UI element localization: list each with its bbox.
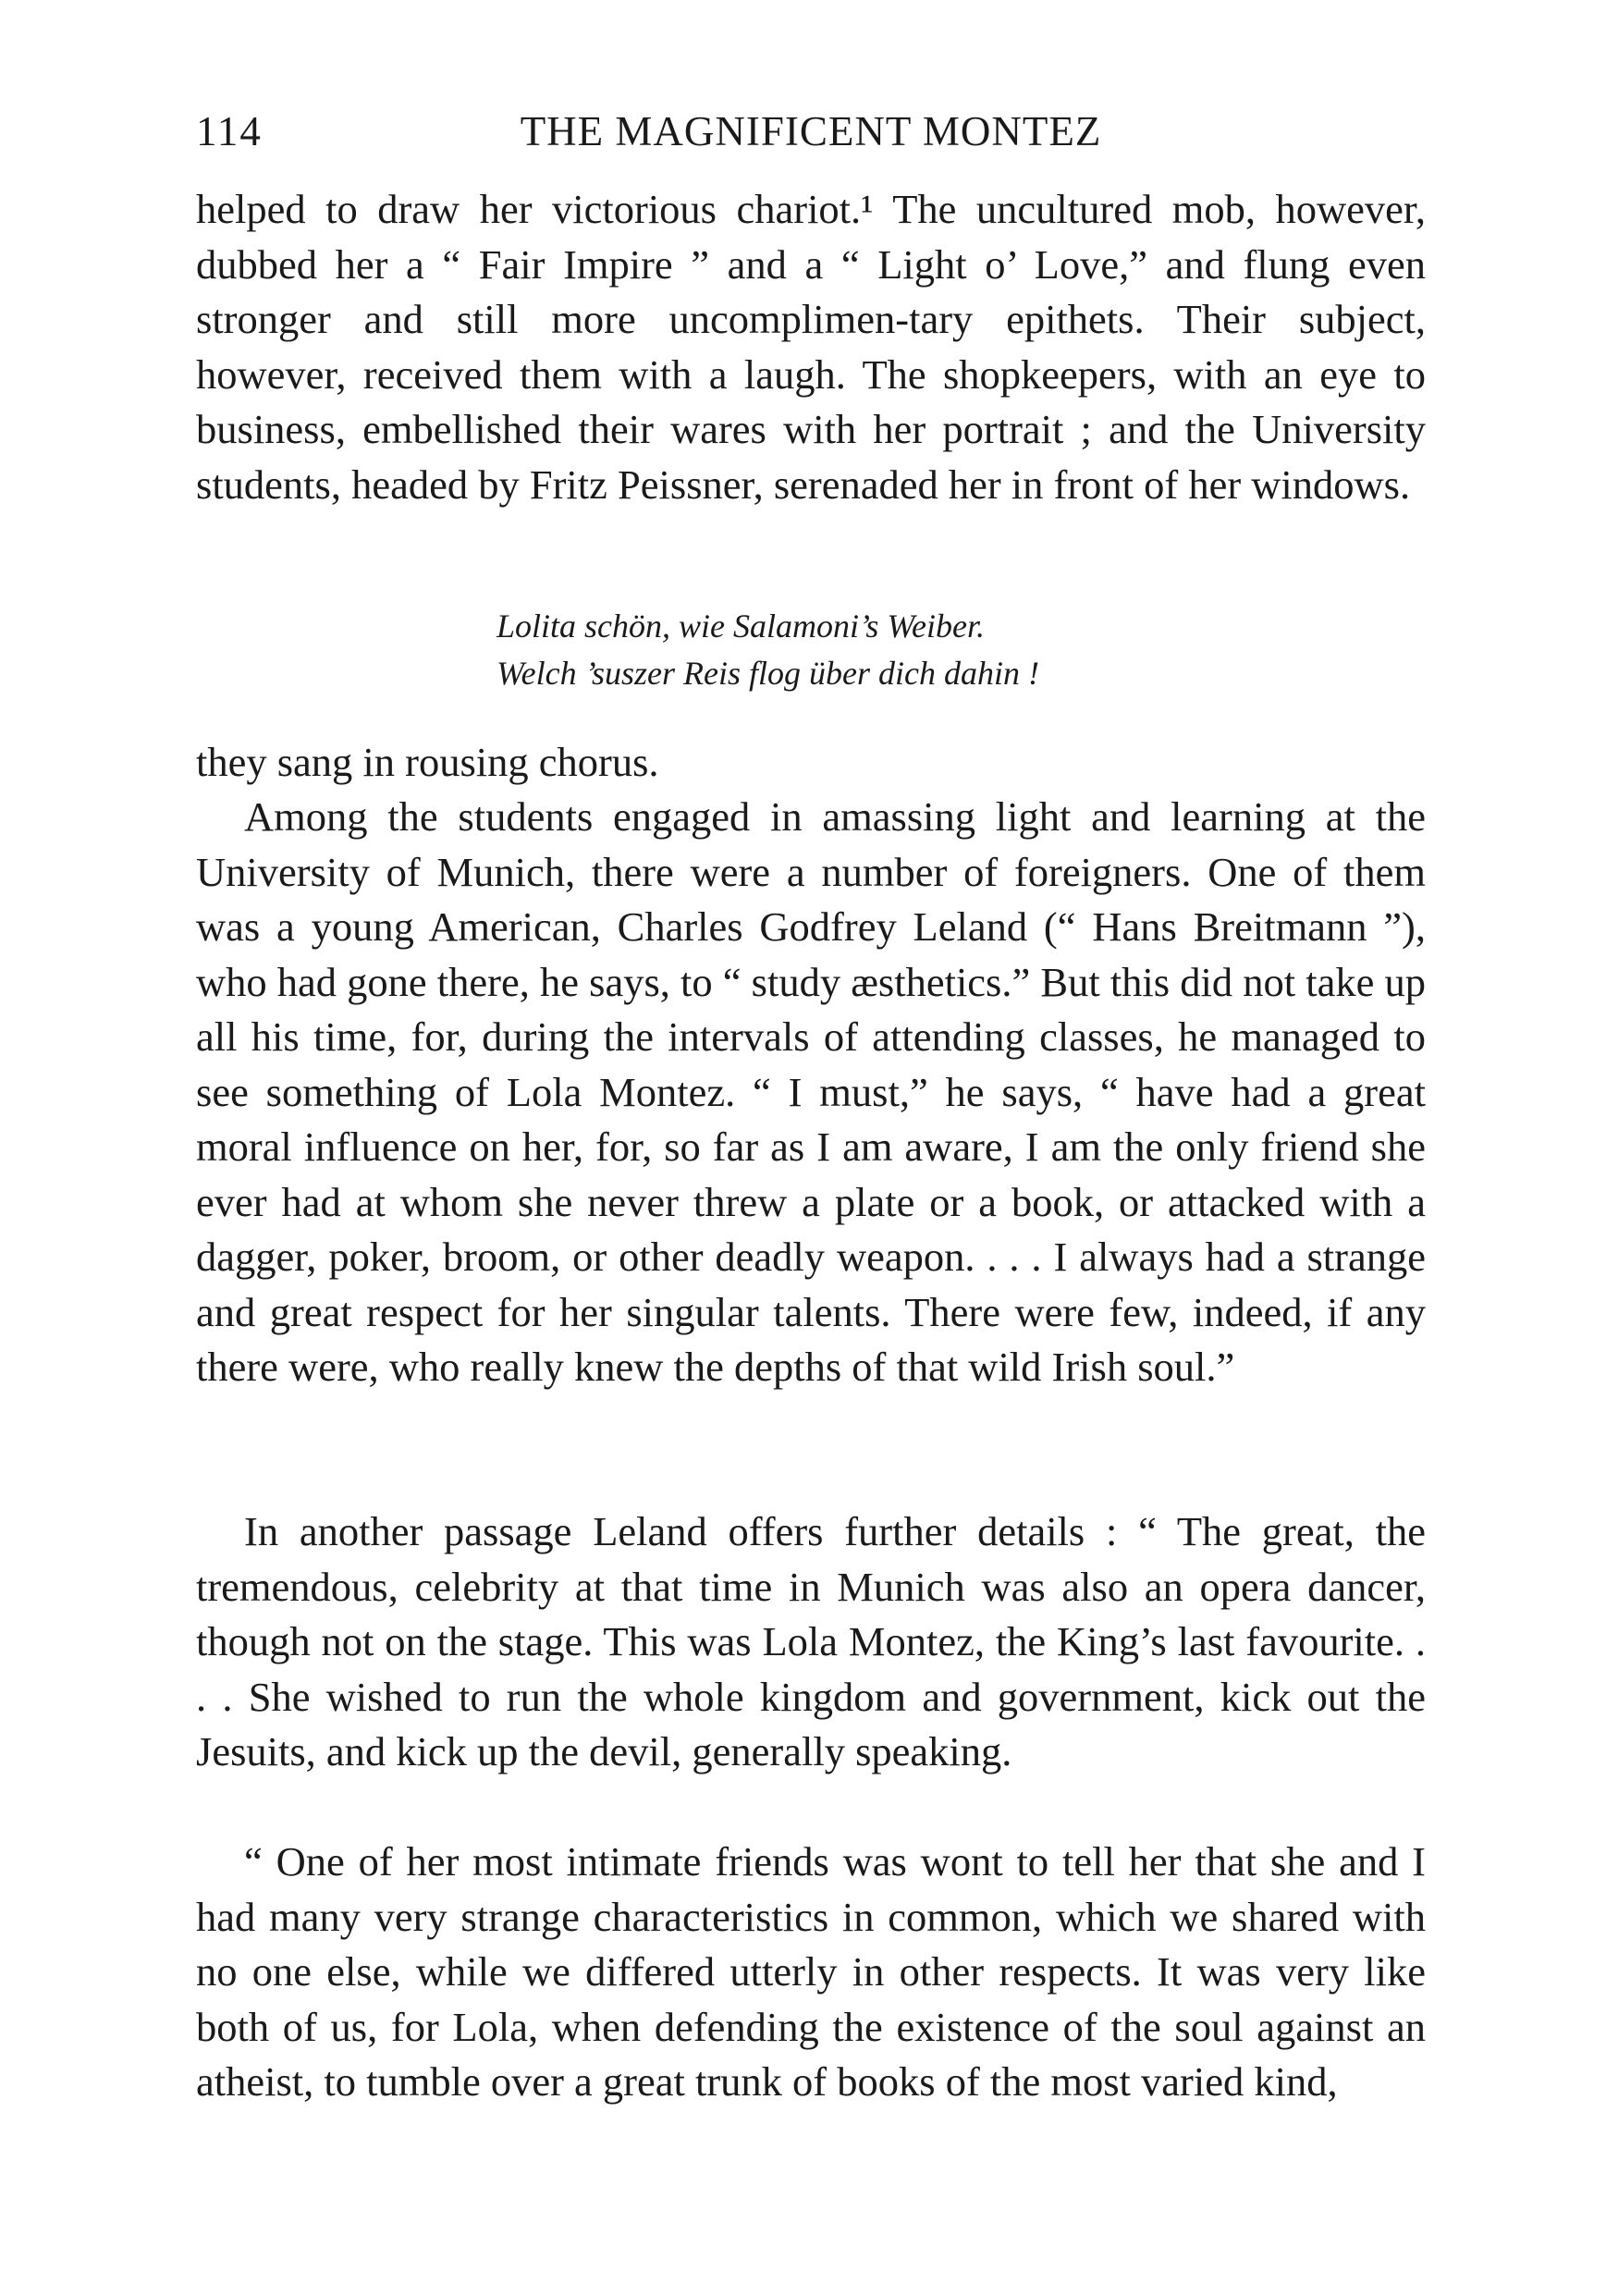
running-head: [196, 104, 1426, 159]
paragraph-students: Among the students engaged in amassing light and learning at the University of Munich, there were a number of foreigners. One of them was a young American, Charles Godfrey Leland (“ Hans Breitmann ”), who had gone there, he says, to “ study æsthetics.” But this did not take up all his time, for, during the intervals of attending classes, he managed to see something of Lola Montez. “ I must,” he says, “ have had a great moral influence on her, for, so far as I am aware, I am the only friend she ever had at whom she never threw a plate or a book, or attacked with a dagger, poker, broom, or other deadly weapon. . . . I always had a strange and great respect for her singular talents. There were few, indeed, if any there were, who really knew the depths of that wild Irish soul.”: [196, 793, 1426, 1390]
verse-line-1: Lolita schön, wie Salamoni’s Weiber.: [497, 608, 986, 645]
paragraph-leland: In another passage Leland offers further details : “ The great, the tremendous, celebrity at that time in Munich was also an opera dancer, though not on the stage. This was Lola Montez, the King’s last favourite. . . . She wished to run the whole kingdom and government, kick out the Jesuits, and kick up the devil, generally speaking.: [196, 1508, 1426, 1774]
running-title: THE MAGNIFICENT MONTEZ: [520, 108, 1102, 154]
paragraph-friends: “ One of her most intimate friends was wont to tell her that she and I had many very strange characteristics in common, which we shared with no one else, while we differed utterly in other respects. It was very like both of us, for Lola, when defending the existence of the soul against an atheist, to tumble over a great trunk of books of the most varied kind,: [196, 1838, 1426, 2105]
paragraph-chorus: they sang in rousing chorus.: [196, 739, 659, 785]
song-verse: [497, 603, 1329, 697]
verse-line-2: Welch ’suszer Reis flog über dich dahin !: [497, 655, 1039, 692]
page-number: 114: [196, 108, 263, 154]
paragraph-chariot: helped to draw her victorious chariot.¹ The uncultured mob, however, dubbed her a “ Fair Impire ” and a “ Light o’ Love,” and flung even stronger and still more uncomplimen-tary epithets. Their subject, however, received them with a laugh. The shopkeepers, with an eye to business, embellished their wares with her portrait ; and the University students, headed by Fritz Peissner, serenaded her in front of her windows.: [196, 186, 1426, 508]
